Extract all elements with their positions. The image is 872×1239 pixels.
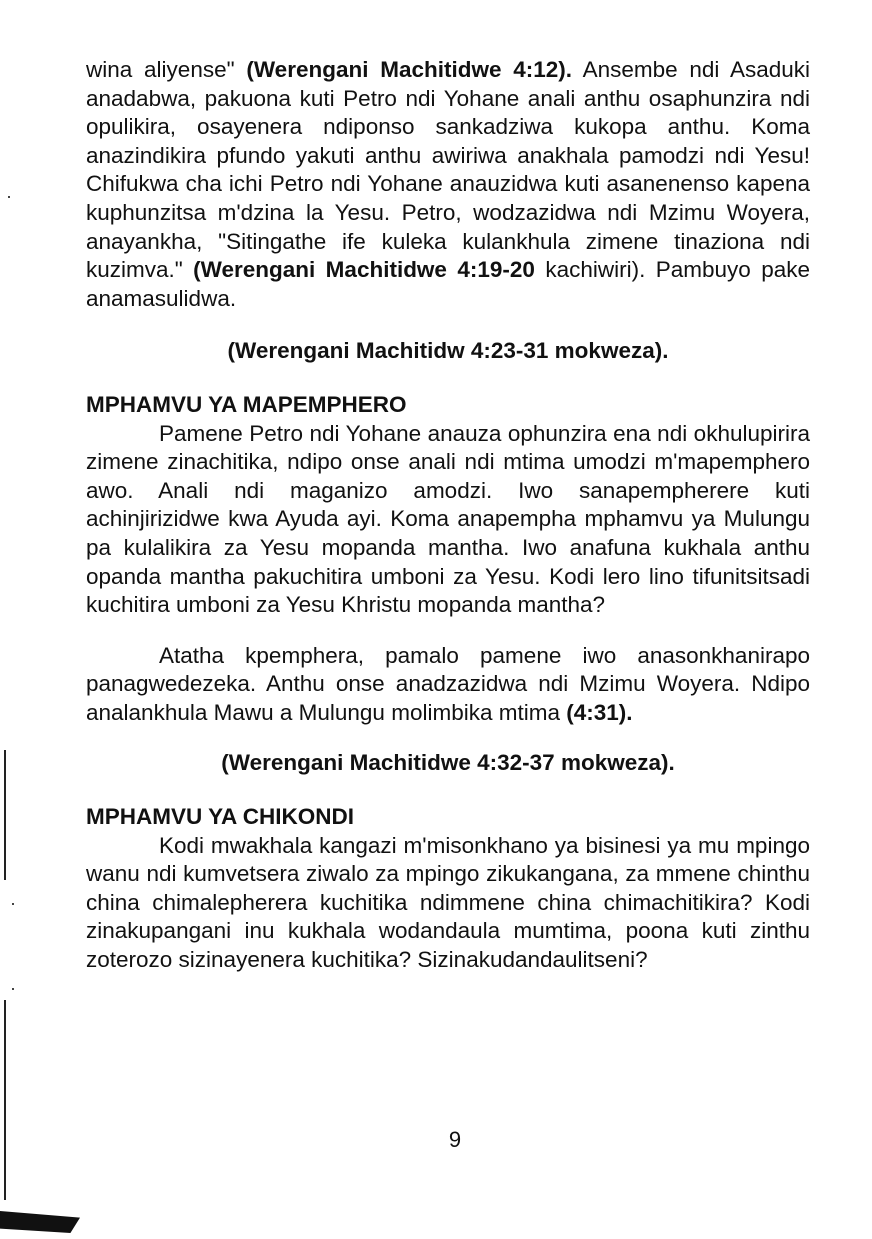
scan-edge-mark	[0, 1211, 80, 1233]
scripture-reference-4-12: (Werengani Machitidwe 4:12).	[246, 57, 573, 82]
scan-speck	[12, 903, 14, 905]
paragraph-1	[86, 56, 810, 313]
paragraph-3	[86, 642, 810, 728]
paragraph-1-text-e: kachiwiri). Pambuyo pake anamasulidwa.	[86, 257, 810, 311]
scan-edge-line-lower	[4, 1000, 6, 1200]
paragraph-2: Pamene Petro ndi Yohane anauza ophunzira ena ndi okhulupirira zimene zinachitika, ndipo onse anali ndi mtima umodzi m'mapemphero awo. Anali ndi maganizo amodzi. Iwo sanapempherere kuti achinjirizidwe kwa Ayuda ayi. Koma anapempha mphamvu ya Mulungu pa kulalikira za Yesu mopanda mantha. Iwo anafuna kukhala anthu opanda mantha pakuchitira umboni za Yesu. Kodi lero lino tifunitsitsadi kuchitira umboni za Yesu Khristu mopanda mantha?	[86, 420, 810, 618]
scan-speck	[12, 988, 14, 990]
section-heading-love: MPHAMVU YA CHIKONDI	[86, 804, 354, 830]
reading-instruction-1: (Werengani Machitidw 4:23-31 mokweza).	[227, 338, 669, 364]
paragraph-1-text-c: Ansembe ndi Asaduki anadabwa, pakuona kuti Petro ndi Yohane anali anthu osaphunzira ndi opulikira, osayenera ndiponso sankadziwa kukopa anthu. Koma anazindikira pfundo yakuti anthu awiriwa anakhala pamodzi ndi Yesu! Chifukwa cha ichi Petro ndi Yohane anauzidwa kuti asanenenso kapena kuphunzitsa m'dzina la Yesu. Petro, wodzazidwa ndi Mzimu Woyera, anayankha, "Sitingathe ife kuleka kulankhula zimene tinaziona ndi kuzimva."	[86, 57, 810, 283]
page-body	[86, 56, 810, 975]
paragraph-4: Kodi mwakhala kangazi m'misonkhano ya bisinesi ya mu mpingo wanu ndi kumvetsera ziwalo za mpingo zikukangana, za mmene chinthu china chimalepherera kuchitika ndimmene china chimachitikira? Kodi zinakupangani inu kukhala wodandaula mumtima, poona kuti zinthu zoterozo sizinayenera kuchitika? Sizinakudandaulitseni?	[86, 832, 810, 973]
scan-edge-line-upper	[4, 750, 6, 880]
scripture-reference-4-19-20: (Werengani Machitidwe 4:19-20	[193, 257, 535, 283]
paragraph-1-text-a: wina aliyense"	[86, 57, 247, 82]
page-number: 9	[448, 1127, 462, 1152]
section-heading-prayer: MPHAMVU YA MAPEMPHERO	[86, 391, 407, 417]
paragraph-3-text-a: Atatha kpemphera, pamalo pamene iwo anasonkhanirapo panagwedezeka. Anthu onse anadzazidwa ndi Mzimu Woyera. Ndipo analankhula Mawu a Mulungu molimbika mtima	[86, 642, 810, 725]
reading-instruction-2: (Werengani Machitidwe 4:32-37 mokweza).	[221, 750, 675, 776]
scripture-reference-4-31: (4:31).	[566, 699, 633, 725]
scan-speck	[8, 196, 10, 198]
